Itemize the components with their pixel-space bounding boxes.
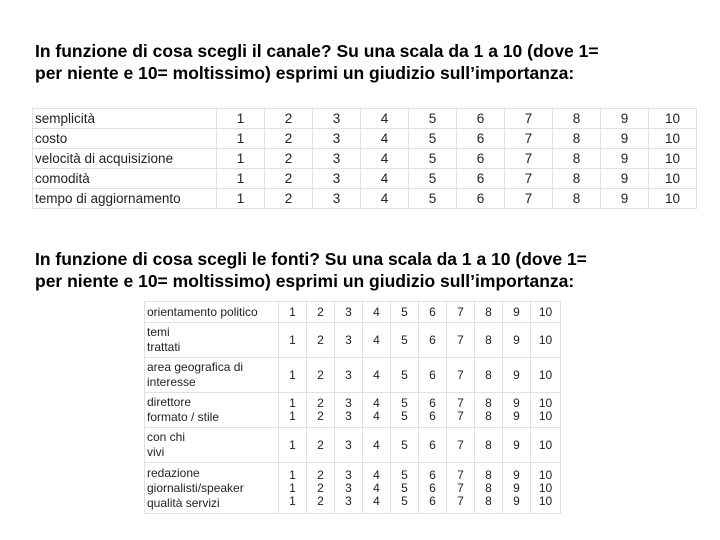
- rating-option[interactable]: [335, 302, 363, 323]
- rating-option[interactable]: [391, 393, 419, 428]
- source-rating-table-body: [145, 302, 561, 514]
- rating-option[interactable]: [419, 428, 447, 463]
- channel-rating-table: [32, 108, 697, 209]
- rating-option[interactable]: 2: [265, 149, 313, 169]
- rating-option[interactable]: 1: [217, 149, 265, 169]
- rating-option[interactable]: 7: [505, 129, 553, 149]
- rating-option[interactable]: 9: [601, 189, 649, 209]
- rating-option[interactable]: [363, 323, 391, 358]
- criterion-label-line: con chi: [147, 430, 186, 444]
- rating-option[interactable]: [279, 428, 307, 463]
- rating-option[interactable]: [363, 463, 391, 514]
- rating-value: 1: [289, 493, 296, 508]
- rating-value: 9: [513, 305, 520, 319]
- rating-value: 8: [485, 396, 492, 410]
- criterion-label-line: redazione: [147, 465, 200, 480]
- rating-option[interactable]: 6: [457, 189, 505, 209]
- rating-option[interactable]: 3: [313, 129, 361, 149]
- rating-option[interactable]: 8: [553, 169, 601, 189]
- rating-value: 5: [401, 333, 408, 347]
- rating-option[interactable]: [391, 358, 419, 393]
- rating-option[interactable]: [363, 358, 391, 393]
- rating-value: 1: [289, 438, 296, 452]
- question-2-title: [35, 248, 685, 292]
- rating-option[interactable]: [391, 323, 419, 358]
- rating-value: 9: [513, 480, 520, 495]
- rating-value: 9: [513, 396, 520, 410]
- criterion-label: [145, 428, 279, 463]
- rating-option[interactable]: [475, 428, 503, 463]
- rating-value: 3: [345, 467, 352, 482]
- table-row: [145, 323, 561, 358]
- rating-option[interactable]: 8: [553, 129, 601, 149]
- rating-option[interactable]: 4: [361, 169, 409, 189]
- rating-option[interactable]: 10: [649, 129, 697, 149]
- rating-option[interactable]: 1: [217, 129, 265, 149]
- rating-value: 4: [373, 438, 380, 452]
- rating-value: 4: [373, 467, 380, 482]
- criterion-label-line: interesse: [147, 375, 196, 389]
- rating-value: 10: [538, 305, 553, 319]
- rating-value: 4: [373, 493, 380, 508]
- rating-option[interactable]: 3: [313, 109, 361, 129]
- rating-option[interactable]: [503, 302, 531, 323]
- rating-option[interactable]: [447, 393, 475, 428]
- rating-option[interactable]: 5: [409, 149, 457, 169]
- rating-option[interactable]: [363, 302, 391, 323]
- rating-value: 5: [401, 438, 408, 452]
- table-row: [145, 428, 561, 463]
- rating-value: 3: [345, 305, 352, 319]
- rating-option[interactable]: 9: [601, 169, 649, 189]
- rating-option[interactable]: 4: [361, 129, 409, 149]
- criterion-label: comodità: [33, 169, 217, 189]
- rating-value: 2: [317, 368, 324, 382]
- rating-value: 1: [289, 396, 296, 410]
- criterion-label: [145, 463, 279, 514]
- rating-value: 7: [457, 493, 464, 508]
- rating-option[interactable]: [531, 393, 561, 428]
- question-1-title-line-2: per niente e 10= moltissimo) esprimi un giudizio sull’importanza:: [35, 63, 575, 83]
- rating-option[interactable]: 2: [265, 129, 313, 149]
- rating-option[interactable]: 1: [217, 189, 265, 209]
- rating-option[interactable]: [447, 428, 475, 463]
- rating-value: 5: [401, 396, 408, 410]
- rating-value: 3: [345, 409, 352, 423]
- table-row: [145, 302, 561, 323]
- rating-option[interactable]: [391, 428, 419, 463]
- rating-option[interactable]: 10: [649, 109, 697, 129]
- rating-value: 3: [345, 368, 352, 382]
- rating-option[interactable]: [419, 302, 447, 323]
- rating-option[interactable]: [503, 463, 531, 514]
- rating-option[interactable]: [279, 302, 307, 323]
- rating-value: 7: [457, 368, 464, 382]
- table-row: [145, 393, 561, 428]
- rating-value: 10: [538, 368, 553, 382]
- rating-value: 7: [457, 467, 464, 482]
- rating-option[interactable]: 9: [601, 109, 649, 129]
- rating-value: 9: [513, 409, 520, 423]
- criterion-label: tempo di aggiornamento: [33, 189, 217, 209]
- rating-value: 4: [373, 333, 380, 347]
- rating-value: 2: [317, 333, 324, 347]
- criterion-label-line: formato / stile: [147, 410, 220, 424]
- rating-option[interactable]: [531, 358, 561, 393]
- rating-value: 6: [429, 438, 436, 452]
- criterion-label-line: trattati: [147, 340, 181, 354]
- question-2-title-line-1: In funzione di cosa scegli le fonti? Su una scala da 1 a 10 (dove 1=: [35, 249, 587, 269]
- rating-option[interactable]: 4: [361, 189, 409, 209]
- rating-option[interactable]: [475, 393, 503, 428]
- rating-option[interactable]: [531, 323, 561, 358]
- rating-value: 6: [429, 467, 436, 482]
- rating-option[interactable]: 1: [217, 169, 265, 189]
- rating-value: 10: [538, 396, 553, 410]
- rating-option[interactable]: 6: [457, 109, 505, 129]
- table-row: [33, 189, 697, 209]
- rating-value: 6: [429, 480, 436, 495]
- rating-value: 2: [317, 493, 324, 508]
- rating-option[interactable]: [531, 463, 561, 514]
- rating-value: 2: [317, 409, 324, 423]
- rating-option[interactable]: 3: [313, 169, 361, 189]
- rating-option[interactable]: 10: [649, 189, 697, 209]
- rating-value: 3: [345, 396, 352, 410]
- criterion-label-line: area geografica di: [147, 360, 244, 374]
- rating-value: 2: [317, 467, 324, 482]
- rating-option[interactable]: [279, 463, 307, 514]
- criterion-label-line: temi: [147, 325, 170, 339]
- rating-value: 5: [401, 467, 408, 482]
- rating-option[interactable]: [335, 428, 363, 463]
- rating-option[interactable]: [503, 393, 531, 428]
- rating-option[interactable]: 5: [409, 129, 457, 149]
- rating-option[interactable]: 7: [505, 149, 553, 169]
- rating-value: 4: [373, 409, 380, 423]
- rating-option[interactable]: 3: [313, 189, 361, 209]
- rating-value: 3: [345, 480, 352, 495]
- rating-value: 8: [485, 480, 492, 495]
- rating-value: 8: [485, 333, 492, 347]
- rating-value: 5: [401, 409, 408, 423]
- rating-option[interactable]: [335, 463, 363, 514]
- rating-option[interactable]: 2: [265, 169, 313, 189]
- rating-option[interactable]: 5: [409, 189, 457, 209]
- rating-option[interactable]: [307, 358, 335, 393]
- criterion-label: [145, 302, 279, 323]
- rating-value: 4: [373, 396, 380, 410]
- rating-value: 4: [373, 480, 380, 495]
- rating-value: 6: [429, 493, 436, 508]
- rating-value: 6: [429, 396, 436, 410]
- rating-option[interactable]: [307, 428, 335, 463]
- rating-option[interactable]: 8: [553, 149, 601, 169]
- rating-value: 1: [289, 409, 296, 423]
- rating-option[interactable]: [279, 358, 307, 393]
- rating-option[interactable]: [419, 393, 447, 428]
- rating-option[interactable]: 3: [313, 149, 361, 169]
- rating-option[interactable]: [475, 323, 503, 358]
- rating-option[interactable]: [447, 323, 475, 358]
- rating-value: 7: [457, 305, 464, 319]
- rating-option[interactable]: [279, 393, 307, 428]
- table-row: [33, 169, 697, 189]
- rating-value: 9: [513, 368, 520, 382]
- rating-value: 3: [345, 438, 352, 452]
- rating-option[interactable]: [503, 428, 531, 463]
- table-row: [145, 358, 561, 393]
- rating-value: 5: [401, 368, 408, 382]
- rating-option[interactable]: 4: [361, 109, 409, 129]
- table-row: [145, 463, 561, 514]
- rating-option[interactable]: [335, 358, 363, 393]
- rating-option[interactable]: [447, 302, 475, 323]
- rating-option[interactable]: [391, 302, 419, 323]
- rating-value: 1: [289, 467, 296, 482]
- rating-option[interactable]: 2: [265, 189, 313, 209]
- rating-option[interactable]: 1: [217, 109, 265, 129]
- question-1-title: [35, 40, 685, 84]
- rating-option[interactable]: [531, 428, 561, 463]
- rating-value: 10: [538, 467, 553, 482]
- rating-value: 7: [457, 480, 464, 495]
- source-rating-table: [144, 301, 561, 514]
- criterion-label: [145, 358, 279, 393]
- rating-value: 6: [429, 305, 436, 319]
- rating-value: 9: [513, 438, 520, 452]
- question-1-title-line-1: In funzione di cosa scegli il canale? Su una scala da 1 a 10 (dove 1=: [35, 41, 599, 61]
- rating-option[interactable]: 5: [409, 169, 457, 189]
- rating-value: 10: [538, 493, 553, 508]
- rating-value: 1: [289, 333, 296, 347]
- rating-value: 8: [485, 305, 492, 319]
- rating-option[interactable]: [503, 323, 531, 358]
- rating-option[interactable]: [503, 358, 531, 393]
- rating-option[interactable]: 6: [457, 149, 505, 169]
- rating-option[interactable]: 10: [649, 149, 697, 169]
- rating-option[interactable]: 5: [409, 109, 457, 129]
- rating-option[interactable]: 8: [553, 109, 601, 129]
- criterion-label: [145, 393, 279, 428]
- rating-value: 6: [429, 368, 436, 382]
- rating-value: 10: [538, 409, 553, 423]
- rating-value: 5: [401, 480, 408, 495]
- table-row: [33, 149, 697, 169]
- rating-option[interactable]: [279, 323, 307, 358]
- rating-value: 8: [485, 438, 492, 452]
- criterion-label-line: direttore: [147, 395, 192, 409]
- rating-value: 8: [485, 368, 492, 382]
- rating-option[interactable]: [531, 302, 561, 323]
- rating-option[interactable]: 7: [505, 169, 553, 189]
- criterion-label: [145, 323, 279, 358]
- rating-value: 9: [513, 493, 520, 508]
- rating-option[interactable]: 8: [553, 189, 601, 209]
- rating-value: 5: [401, 305, 408, 319]
- rating-option[interactable]: [419, 463, 447, 514]
- rating-value: 8: [485, 467, 492, 482]
- rating-option[interactable]: 2: [265, 109, 313, 129]
- rating-option[interactable]: [419, 323, 447, 358]
- rating-value: 2: [317, 480, 324, 495]
- rating-option[interactable]: 9: [601, 149, 649, 169]
- rating-option[interactable]: 7: [505, 189, 553, 209]
- rating-option[interactable]: [335, 323, 363, 358]
- rating-value: 5: [401, 493, 408, 508]
- rating-option[interactable]: 4: [361, 149, 409, 169]
- rating-value: 2: [317, 438, 324, 452]
- criterion-label: velocità di acquisizione: [33, 149, 217, 169]
- rating-value: 3: [345, 333, 352, 347]
- rating-value: 2: [317, 396, 324, 410]
- rating-option[interactable]: [307, 463, 335, 514]
- rating-value: 6: [429, 333, 436, 347]
- criterion-label: costo: [33, 129, 217, 149]
- rating-option[interactable]: [363, 393, 391, 428]
- rating-value: 10: [538, 333, 553, 347]
- rating-option[interactable]: 6: [457, 129, 505, 149]
- rating-option[interactable]: 7: [505, 109, 553, 129]
- rating-value: 9: [513, 333, 520, 347]
- rating-value: 6: [429, 409, 436, 423]
- rating-value: 7: [457, 396, 464, 410]
- rating-option[interactable]: [335, 393, 363, 428]
- rating-value: 4: [373, 368, 380, 382]
- rating-value: 10: [538, 438, 553, 452]
- rating-option[interactable]: 9: [601, 129, 649, 149]
- rating-value: 7: [457, 333, 464, 347]
- rating-option[interactable]: [307, 393, 335, 428]
- rating-option[interactable]: [447, 463, 475, 514]
- rating-option[interactable]: [475, 463, 503, 514]
- rating-option[interactable]: [475, 302, 503, 323]
- rating-option[interactable]: [391, 463, 419, 514]
- rating-option[interactable]: [363, 428, 391, 463]
- rating-value: 7: [457, 409, 464, 423]
- table-row: [33, 129, 697, 149]
- rating-value: 1: [289, 305, 296, 319]
- rating-option[interactable]: [307, 302, 335, 323]
- rating-value: 4: [373, 305, 380, 319]
- rating-option[interactable]: [475, 358, 503, 393]
- rating-option[interactable]: [307, 323, 335, 358]
- channel-rating-table-body: [33, 109, 697, 209]
- rating-value: 9: [513, 467, 520, 482]
- rating-value: 8: [485, 409, 492, 423]
- rating-option[interactable]: 10: [649, 169, 697, 189]
- rating-value: 2: [317, 305, 324, 319]
- rating-option[interactable]: 6: [457, 169, 505, 189]
- question-2-title-line-2: per niente e 10= moltissimo) esprimi un giudizio sull’importanza:: [35, 271, 575, 291]
- criterion-label-line: qualità servizi: [147, 495, 220, 510]
- rating-value: 10: [538, 480, 553, 495]
- criterion-label-line: giornalisti/speaker: [147, 480, 244, 495]
- criterion-label-line: orientamento politico: [147, 304, 258, 319]
- rating-value: 3: [345, 493, 352, 508]
- rating-value: 1: [289, 480, 296, 495]
- table-row: [33, 109, 697, 129]
- rating-value: 8: [485, 493, 492, 508]
- criterion-label-line: vivi: [147, 445, 165, 459]
- rating-option[interactable]: [419, 358, 447, 393]
- rating-value: 7: [457, 438, 464, 452]
- rating-option[interactable]: [447, 358, 475, 393]
- rating-value: 1: [289, 368, 296, 382]
- criterion-label: semplicità: [33, 109, 217, 129]
